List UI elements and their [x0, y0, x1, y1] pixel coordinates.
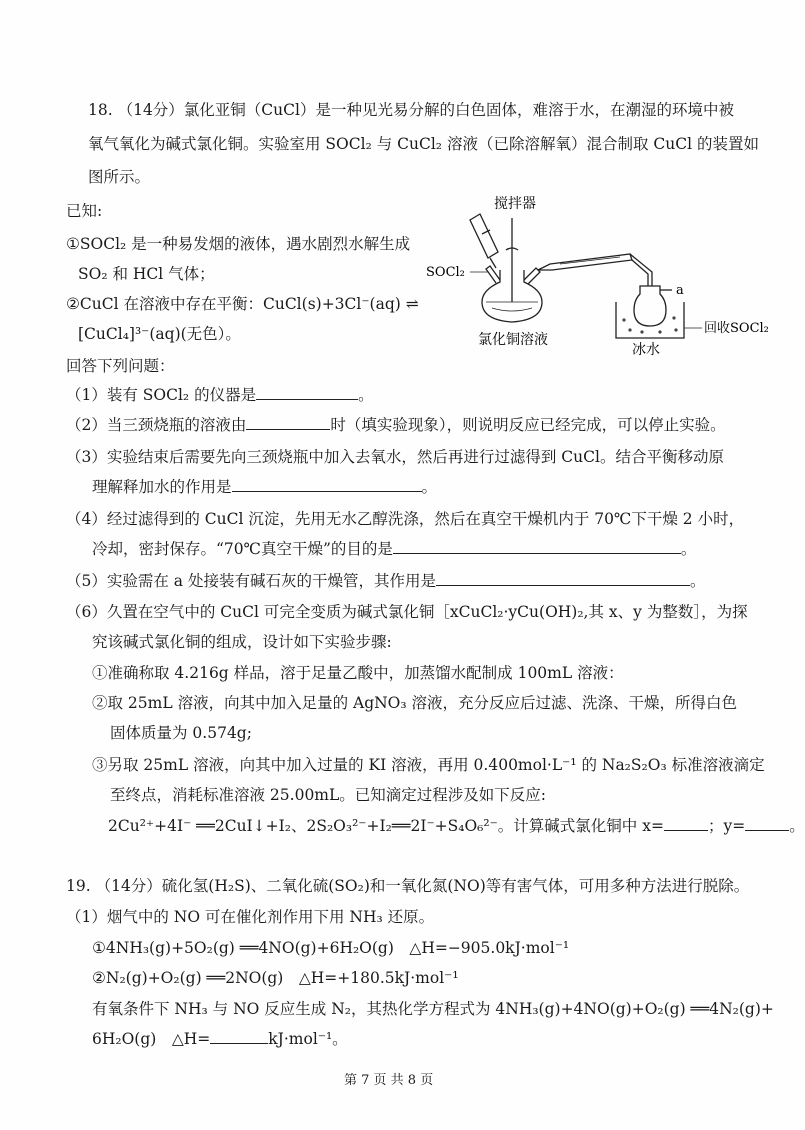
answer-blank-5[interactable]: [436, 571, 690, 586]
known-label: 已知:: [66, 202, 103, 220]
q18-step3-line2: 至终点，消耗标准溶液 25.00mL。已知滴定过程涉及如下反应:: [110, 786, 547, 804]
q18-intro-line1: 18. （14分）氯化亚铜（CuCl）是一种见光易分解的白色固体，难溶于水，在潮湿的环境中被: [88, 101, 734, 119]
q18-step1: ①准确称取 4.216g 样品，溶于足量乙酸中，加蒸馏水配制成 100mL 溶液：: [92, 664, 624, 682]
q18-step3-line1: ③另取 25mL 溶液，向其中加入过量的 KI 溶液，再用 0.400mol·L⁻¹ 的 Na₂S₂O₃ 标准溶液滴定: [92, 756, 765, 774]
stirrer-label: 搅拌器: [494, 196, 536, 212]
receiver-flask: [634, 286, 666, 326]
q19-reaction2: ②N₂(g)+O₂(g) ══2NO(g) △H=+180.5kJ·mol⁻¹: [92, 969, 459, 987]
q18-step2-line1: ②取 25mL 溶液，向其中加入足量的 AgNO₃ 溶液，充分反应后过滤、洗涤、干燥，所得白色: [92, 694, 738, 712]
q18-part4-line2: 冷却，密封保存。“70℃真空干燥”的目的是 。: [92, 540, 697, 558]
q18-step2-line2: 固体质量为 0.574g;: [110, 724, 252, 742]
q19-equation-line2: 6H₂O(g) △H= kJ·mol⁻¹。: [92, 1030, 348, 1048]
q18-part6-line1: （6）久置在空气中的 CuCl 可完全变质为碱式氯化铜［xCuCl₂·yCu(OH)₂,其 x、y 为整数］，为探: [66, 603, 748, 621]
known2-line2: [CuCl₄]³⁻(aq)(无色）。: [78, 325, 241, 343]
known1-line2: SO₂ 和 HCl 气体；: [78, 265, 215, 283]
ice-bath: [616, 302, 684, 338]
q18-part1: （1）装有 SOCl₂ 的仪器是 。: [66, 386, 374, 404]
dropping-funnel: [470, 214, 498, 258]
answer-blank-dh[interactable]: [210, 1029, 268, 1044]
answer-blank-y[interactable]: [745, 816, 789, 831]
q19-equation-line1: 有氧条件下 NH₃ 与 NO 反应生成 N₂，其热化学方程式为 4NH₃(g)+4NO(g)+O₂(g) ══4N₂(g)+: [92, 1000, 774, 1018]
q18-part6-line2: 究该碱式氯化铜的组成，设计如下实验步骤:: [92, 633, 392, 651]
q18-intro-line2: 氧气氧化为碱式氯化铜。实验室用 SOCl₂ 与 CuCl₂ 溶液（已除溶解氧）混合制取 CuCl 的装置如: [88, 135, 759, 153]
q18-intro-line3: 图所示。: [88, 168, 151, 186]
known2-line1: ②CuCl 在溶液中存在平衡：CuCl(s)+3Cl⁻(aq) ⇌: [66, 295, 419, 313]
point-a-label: a: [676, 283, 684, 298]
q18-part5: （5）实验需在 a 处接装有碱石灰的干燥管，其作用是 。: [66, 572, 706, 590]
known1-line1: ①SOCl₂ 是一种易发烟的液体，遇水剧烈水解生成: [66, 235, 411, 253]
page-footer: 第 7 页 共 8 页: [344, 1073, 434, 1088]
q18-part3-line1: （3）实验结束后需要先向三颈烧瓶中加入去氧水，然后再进行过滤得到 CuCl。结合平衡移动原: [66, 448, 724, 466]
answer-blank-2[interactable]: [246, 415, 330, 430]
condenser-tube: [538, 254, 632, 270]
answer-blank-3[interactable]: [232, 477, 422, 492]
socl2-label: SOCl₂: [426, 265, 465, 280]
recover-label: 回收SOCl₂: [704, 321, 769, 336]
answer-blank-4[interactable]: [393, 539, 681, 554]
answer-blank-1[interactable]: [256, 385, 358, 400]
answer-blank-x[interactable]: [664, 816, 708, 831]
q18-part3-line2: 理解释加水的作用是 。: [92, 478, 438, 496]
apparatus-diagram: [420, 190, 780, 360]
ice-water-label: 冰水: [632, 342, 660, 358]
q19-reaction1: ①4NH₃(g)+5O₂(g) ══4NO(g)+6H₂O(g) △H=−905.0kJ·mol⁻¹: [92, 939, 570, 957]
q19-part1: （1）烟气中的 NO 可在催化剂作用下用 NH₃ 还原。: [66, 908, 435, 926]
q18-step3-line3: 2Cu²⁺+4I⁻ ══2CuI↓+I₂、2S₂O₃²⁻+I₂══2I⁻+S₄O₆²⁻。计算碱式氯化铜中 x= ；y= 。: [108, 817, 805, 835]
q18-part2: （2）当三颈烧瓶的溶液由 时（填实验现象），则说明反应已经完成，可以停止实验。: [66, 416, 726, 434]
q19-title: 19. （14分）硫化氢(H₂S)、二氧化硫(SO₂)和一氧化氮(NO)等有害气体，可用多种方法进行脱除。: [66, 877, 750, 895]
answer-prompt: 回答下列问题：: [66, 357, 175, 375]
q18-part4-line1: （4）经过滤得到的 CuCl 沉淀，先用无水乙醇洗涤，然后在真空干燥机内于 70℃下干燥 2 小时，: [66, 510, 745, 528]
flask-label: 氯化铜溶液: [478, 332, 548, 348]
